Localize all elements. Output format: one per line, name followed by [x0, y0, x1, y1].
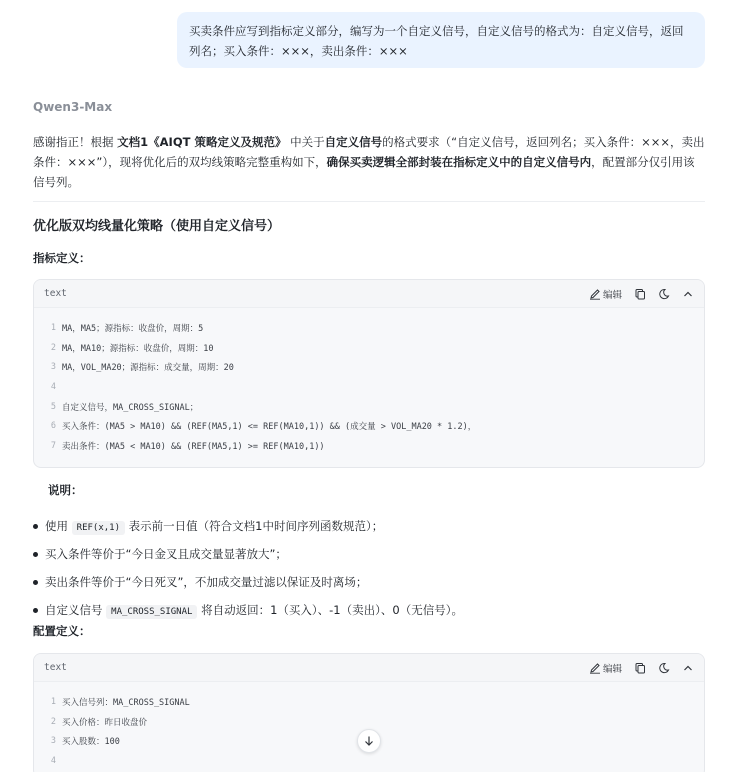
code-line — [34, 357, 704, 377]
copy-icon — [634, 662, 646, 674]
copy-icon — [634, 288, 646, 300]
line-content: 卖出条件：(MA5 < MA10) && (REF(MA5,1) >= REF(MA10,1)) — [62, 441, 325, 452]
intro-bold-text: 自定义信号 — [324, 135, 383, 149]
line-number: 6 — [50, 421, 56, 432]
line-number: 5 — [50, 401, 56, 412]
doc-reference: 文档1《AIQT 策略定义及规范》 — [117, 135, 287, 149]
line-content: MA，MA5；源指标：收盘价，周期：5 — [62, 323, 204, 334]
note-text: 将自动返回：1（买入）、-1（卖出）、0（无信号）。 — [197, 603, 463, 617]
code-toolbar — [589, 287, 694, 301]
inline-code: REF(x,1) — [72, 521, 125, 535]
note-text: 表示前一日值（符合文档1中时间序列函数规范）； — [125, 519, 384, 533]
code-toolbar — [589, 661, 694, 675]
collapse-button[interactable] — [682, 662, 694, 674]
note-text: 自定义信号 — [45, 603, 107, 617]
code-language-label: text — [44, 662, 67, 673]
theme-toggle-button[interactable] — [658, 288, 670, 300]
list-item — [33, 512, 698, 540]
edit-label: 编辑 — [602, 663, 622, 675]
line-content: 买入股数：100 — [62, 737, 120, 748]
code-body — [34, 682, 704, 771]
line-number: 3 — [50, 362, 56, 373]
notes-list — [45, 512, 698, 624]
intro-bold-text: 确保买卖逻辑全部封装在指标定义中的自定义信号内 — [326, 155, 592, 169]
notes-title: 说明： — [48, 483, 83, 497]
line-content: MA，VOL_MA20；源指标：成交量，周期：20 — [62, 363, 234, 374]
line-content: MA，MA10；源指标：收盘价，周期：10 — [62, 343, 214, 354]
line-number: 4 — [50, 381, 56, 392]
theme-toggle-button[interactable] — [658, 662, 670, 674]
code-body — [34, 308, 704, 456]
indicator-heading: 指标定义： — [33, 251, 91, 265]
note-text: 使用 — [45, 519, 72, 533]
section-title: 优化版双均线量化策略（使用自定义信号） — [33, 219, 281, 234]
scroll-to-bottom-button[interactable] — [357, 729, 381, 753]
code-block-header — [34, 654, 704, 682]
user-message-bubble — [177, 12, 705, 68]
line-number: 2 — [50, 716, 56, 727]
notes-section — [45, 482, 698, 624]
arrow-down-icon — [363, 735, 375, 747]
line-number: 2 — [50, 342, 56, 353]
config-heading: 配置定义： — [33, 624, 91, 638]
line-number: 1 — [50, 322, 56, 333]
user-message-text: 买卖条件应写到指标定义部分，编写为一个自定义信号，自定义信号的格式为：自定义信号，返回列名；买入条件：×××，卖出条件：××× — [189, 24, 684, 58]
list-item — [33, 596, 698, 624]
pencil-icon — [589, 288, 601, 300]
intro-paragraph — [33, 132, 705, 192]
line-number: 7 — [50, 440, 56, 451]
line-content: 买入条件：(MA5 > MA10) && (REF(MA5,1) <= REF(MA10,1)) && (成交量 > VOL_MA20 * 1.2)， — [62, 422, 477, 433]
line-content: 自定义信号，MA_CROSS_SIGNAL； — [62, 402, 199, 413]
code-line — [34, 397, 704, 417]
copy-button[interactable] — [634, 288, 646, 300]
line-content: 买入信号列：MA_CROSS_SIGNAL — [62, 697, 190, 708]
code-line — [34, 338, 704, 358]
code-line — [34, 377, 704, 397]
edit-button[interactable] — [589, 661, 622, 675]
edit-label: 编辑 — [602, 289, 622, 301]
intro-text: 中关于 — [286, 135, 325, 149]
copy-button[interactable] — [634, 662, 646, 674]
theme-icon — [658, 288, 670, 300]
intro-text: 感谢指正！根据 — [33, 135, 118, 149]
note-text: 卖出条件等价于“今日死叉”，不加成交量过滤以保证及时离场； — [45, 575, 368, 589]
collapse-icon — [682, 288, 694, 300]
code-block-header — [34, 280, 704, 308]
pencil-icon — [589, 662, 601, 674]
code-line — [34, 692, 704, 712]
code-line — [34, 436, 704, 456]
code-line — [34, 318, 704, 338]
divider — [33, 201, 705, 202]
model-name: Qwen3-Max — [33, 100, 113, 114]
line-number: 4 — [50, 755, 56, 766]
intro-text: ，配置部分仅引用该信号列。 — [33, 155, 695, 189]
code-block-config — [33, 653, 705, 772]
intro-text: 的格式要求（“自定义信号，返回列名；买入条件：×××，卖出条件：×××”），现将优化后的双均线策略完整重构如下， — [33, 135, 705, 169]
collapse-icon — [682, 662, 694, 674]
line-number: 3 — [50, 736, 56, 747]
code-line — [34, 416, 704, 436]
list-item — [33, 540, 698, 568]
inline-code: MA_CROSS_SIGNAL — [106, 605, 197, 619]
collapse-button[interactable] — [682, 288, 694, 300]
code-block-indicator — [33, 279, 705, 468]
code-language-label: text — [44, 288, 67, 299]
line-number: 1 — [50, 696, 56, 707]
edit-button[interactable] — [589, 287, 622, 301]
line-content: 买入价格：昨日收盘价 — [62, 717, 148, 728]
theme-icon — [658, 662, 670, 674]
note-text: 买入条件等价于“今日金叉且成交量显著放大”； — [45, 547, 287, 561]
code-line — [34, 751, 704, 771]
list-item — [33, 568, 698, 596]
